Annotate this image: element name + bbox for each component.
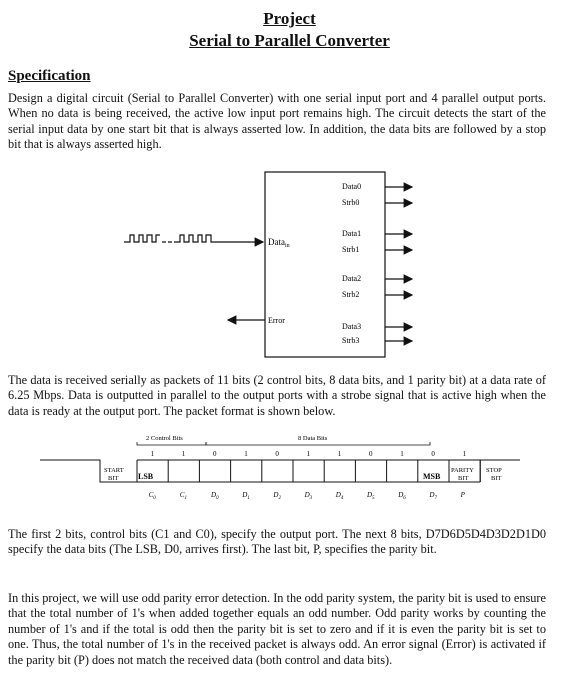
bit-names-row — [149, 491, 466, 501]
bit-name: P — [460, 491, 465, 499]
bit-value: 1 — [306, 450, 311, 458]
stop-bit-label-line2: BIT — [491, 475, 502, 482]
data-in-label: Data$_{in}$ — [268, 237, 290, 249]
stop-bit-label-line1: STOP — [486, 467, 502, 474]
specification-heading: Specification — [8, 68, 91, 84]
output-port-3 — [342, 322, 412, 345]
bit-name: $D_2$ — [273, 491, 281, 501]
bit-value: 0 — [431, 450, 435, 458]
bit-value: 1 — [337, 450, 342, 458]
parity-bit-label-line1: PARITY — [451, 467, 474, 474]
parity-bit-label-line2: BIT — [458, 475, 469, 482]
error-label: Error — [268, 316, 285, 325]
data-bits-label: 8 Data Bits — [298, 435, 328, 442]
bit-name: $D_3$ — [304, 491, 313, 501]
bit-values-row — [151, 450, 467, 458]
strb0-label: Strb0 — [342, 198, 360, 207]
bits-paragraph: The first 2 bits, control bits (C1 and C0), specify the output port. The next 8 bits, D7D6D5D4D3D2D1D0 specify the data bits (The LSB, D0, arrives first). The last bit, P, specifies the parity bit. — [8, 527, 546, 557]
bit-value: 1 — [400, 450, 404, 458]
bit-name: $D_5$ — [367, 491, 375, 501]
msb-label: MSB — [423, 472, 441, 481]
bit-name: $C_0$ — [148, 491, 156, 501]
bit-value: 0 — [369, 450, 373, 458]
start-bit-label-line2: BIT — [108, 475, 119, 482]
bit-name: $D_0$ — [211, 491, 219, 501]
packet-format-diagram — [0, 430, 579, 510]
bit-value: 1 — [181, 450, 186, 458]
bit-value: 1 — [150, 450, 155, 458]
stop-transition — [478, 460, 480, 482]
serial-waveform-left — [124, 235, 160, 242]
start-bit-label-line1: START — [104, 467, 124, 474]
strb3-label: Strb3 — [342, 336, 360, 345]
bit-name: $D_4$ — [335, 491, 344, 501]
data3-label: Data3 — [342, 322, 362, 331]
data1-label: Data1 — [342, 229, 362, 238]
output-port-2 — [342, 274, 412, 299]
data2-label: Data2 — [342, 274, 362, 283]
strb2-label: Strb2 — [342, 290, 360, 299]
project-title: Project — [263, 9, 316, 28]
bit-value: 0 — [275, 450, 279, 458]
data-bits-bracket — [206, 442, 430, 445]
lsb-label: LSB — [138, 472, 154, 481]
strb1-label: Strb1 — [342, 245, 360, 254]
bit-value: 0 — [213, 450, 217, 458]
bit-value: 1 — [462, 450, 467, 458]
control-bits-bracket — [137, 442, 206, 445]
idle-line — [40, 460, 110, 482]
bit-name: $C_1$ — [179, 491, 187, 501]
parity-paragraph: In this project, we will use odd parity error detection. In the odd parity system, the parity bit is used to ensure that the total number of 1's when added together equals an odd number. Odd parity works by counting the number of 1's and if the total is odd then the parity bit is set to zero and if it is even the parity bit is set to one. Thus, the total number of 1's in the received packet is always odd. An error signal (Error) is activated if the parity bit (P) does not match the received data (both control and data bits). — [8, 591, 546, 667]
bit-name: $D_6$ — [398, 491, 406, 501]
bit-name: $D_1$ — [242, 491, 250, 501]
converter-block-diagram — [0, 165, 579, 365]
output-port-1 — [342, 229, 412, 254]
specification-paragraph: Design a digital circuit (Serial to Parallel Converter) with one serial input port and 4 parallel output ports. When no data is being received, the active low input port remains high. The circuit detects the start of the serial input data by one start bit that is always asserted low. In addition, the data bits are followed by a stop bit that is always asserted high. — [8, 91, 546, 152]
data0-label: Data0 — [342, 182, 362, 191]
bit-value: 1 — [244, 450, 248, 458]
receive-paragraph: The data is received serially as packets of 11 bits (2 control bits, 8 data bits, and 1 parity bit) at a data rate of 6.25 Mbps. Data is outputted in parallel to the output ports with a strobe signal that is active high when the data is ready at the output port. The packet format is shown below. — [8, 373, 546, 418]
control-bits-label: 2 Control Bits — [146, 435, 183, 442]
serial-waveform-right — [174, 235, 226, 242]
project-subtitle: Serial to Parallel Converter — [189, 31, 390, 50]
converter-box — [265, 172, 385, 357]
output-port-0 — [342, 182, 412, 207]
bit-name: $D_7$ — [429, 491, 437, 501]
